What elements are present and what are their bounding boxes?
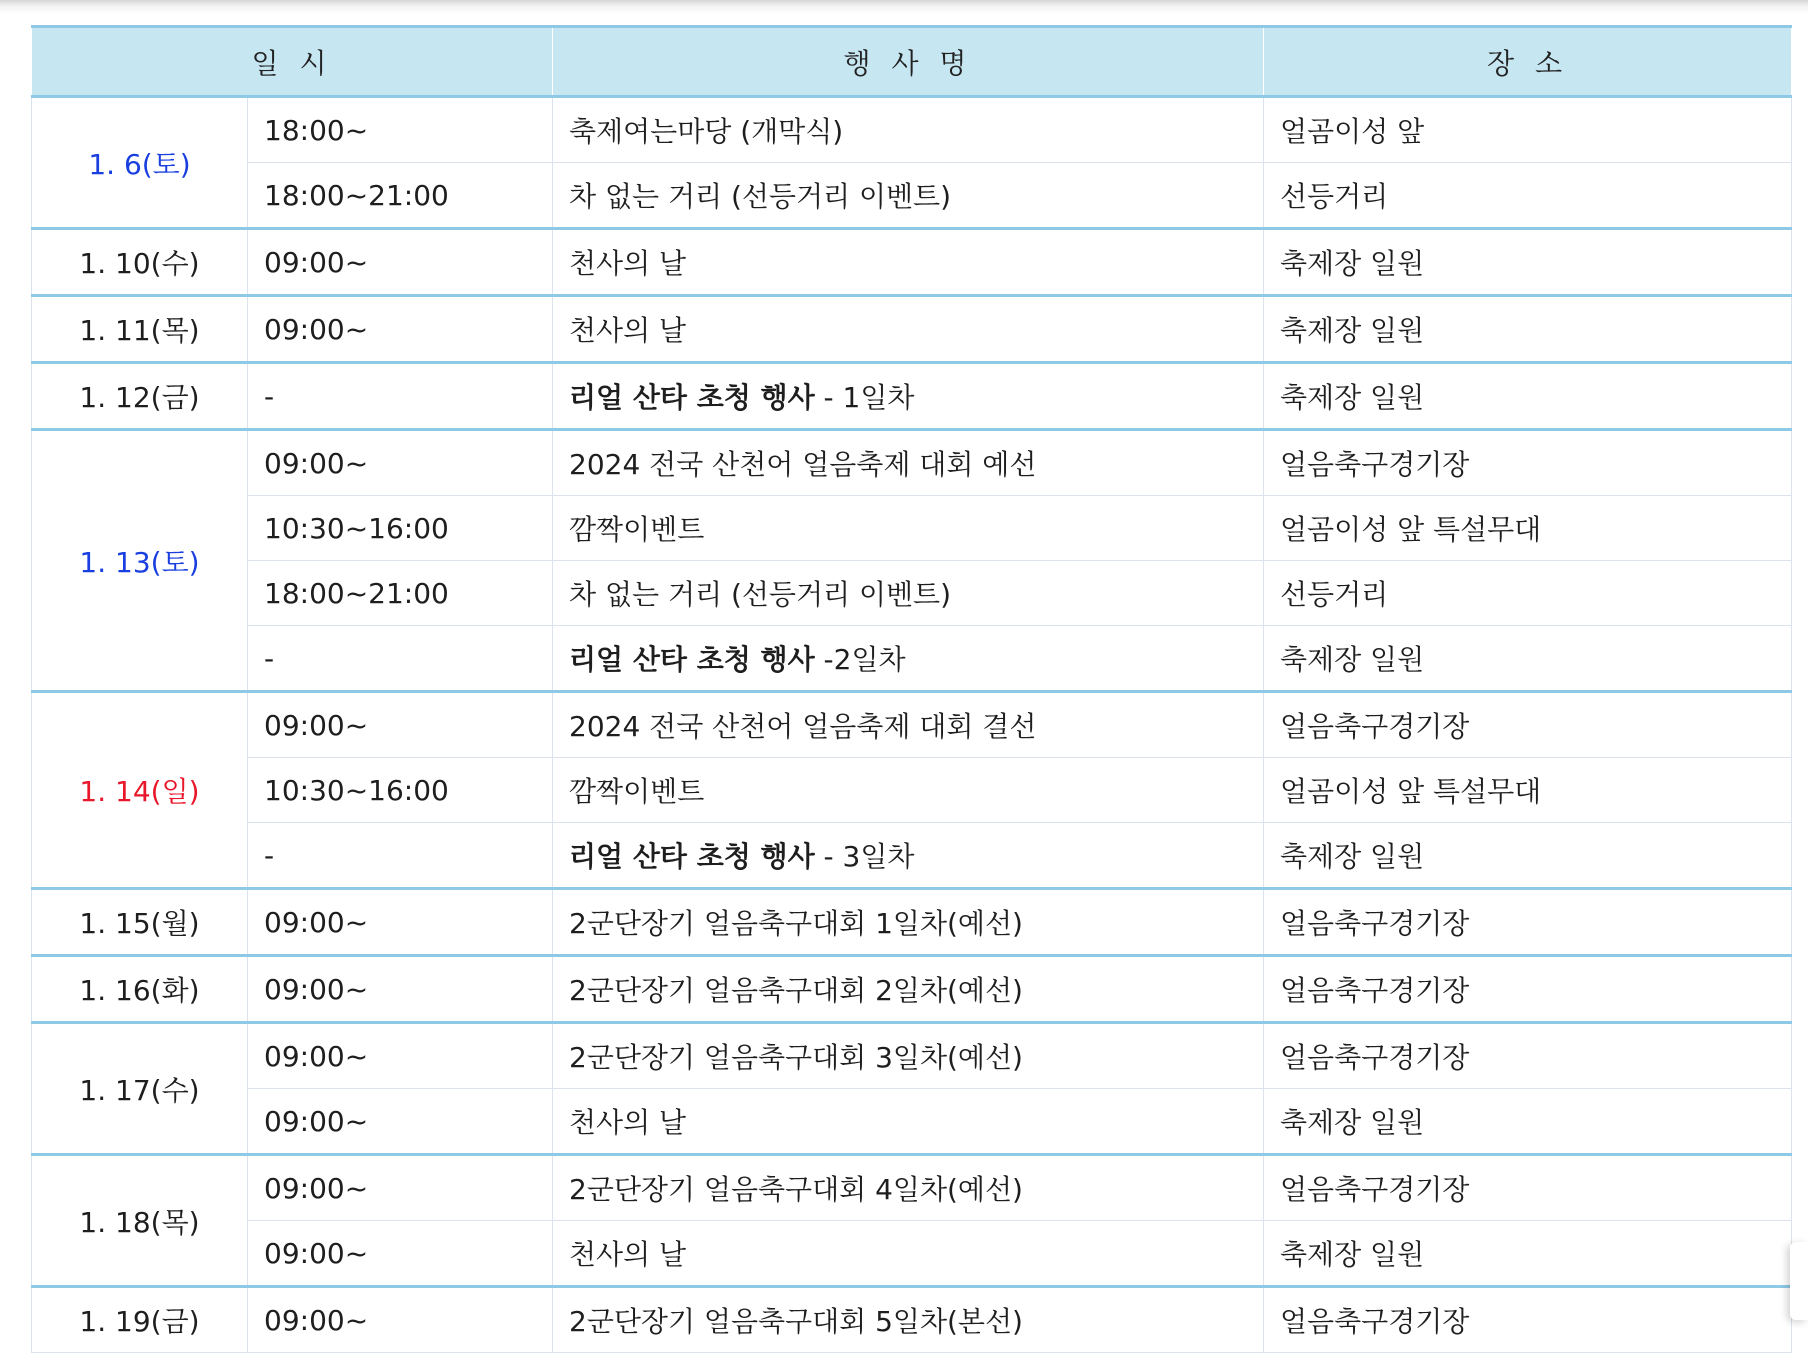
venue-cell: 얼음축구경기장	[1264, 430, 1792, 496]
date-cell: 1. 10(수)	[32, 229, 248, 296]
table-row	[32, 823, 1792, 889]
event-cell	[553, 692, 1264, 758]
table-row	[32, 889, 1792, 956]
date-cell: 1. 11(목)	[32, 296, 248, 363]
event-cell	[553, 1155, 1264, 1221]
venue-cell: 얼곰이성 앞 특설무대	[1264, 496, 1792, 561]
event-cell	[553, 296, 1264, 363]
time-cell: 09:00~	[248, 1023, 553, 1089]
event-text: 차 없는 거리 (선등거리 이벤트)	[569, 180, 952, 213]
event-text: 천사의 날	[569, 247, 687, 280]
time-cell: -	[248, 626, 553, 692]
venue-cell: 얼곰이성 앞	[1264, 97, 1792, 163]
event-cell	[553, 758, 1264, 823]
time-cell: -	[248, 823, 553, 889]
table-row	[32, 430, 1792, 496]
event-cell	[553, 889, 1264, 956]
event-cell	[553, 823, 1264, 889]
venue-cell: 선등거리	[1264, 561, 1792, 626]
event-cell	[553, 229, 1264, 296]
venue-cell: 축제장 일원	[1264, 823, 1792, 889]
event-text: 2군단장기 얼음축구대회 2일차(예선)	[569, 974, 1023, 1007]
table-body	[32, 97, 1792, 1353]
event-text: 2군단장기 얼음축구대회 1일차(예선)	[569, 907, 1023, 940]
table-row	[32, 1287, 1792, 1353]
event-cell	[553, 1023, 1264, 1089]
venue-cell: 축제장 일원	[1264, 1089, 1792, 1155]
header-venue: 장 소	[1264, 27, 1792, 97]
event-text: 천사의 날	[569, 1238, 687, 1271]
time-cell: 10:30~16:00	[248, 758, 553, 823]
date-cell: 1. 6(토)	[32, 97, 248, 229]
table-row	[32, 1155, 1792, 1221]
table-row	[32, 758, 1792, 823]
table-row	[32, 1221, 1792, 1287]
table-row	[32, 363, 1792, 430]
event-cell	[553, 1287, 1264, 1353]
header-date-time: 일 시	[32, 27, 553, 97]
venue-cell: 선등거리	[1264, 163, 1792, 229]
date-cell: 1. 13(토)	[32, 430, 248, 692]
top-shadow	[0, 0, 1808, 14]
event-cell	[553, 626, 1264, 692]
festival-schedule-table	[31, 25, 1792, 1353]
venue-cell: 얼음축구경기장	[1264, 889, 1792, 956]
time-cell: 09:00~	[248, 692, 553, 758]
date-cell: 1. 12(금)	[32, 363, 248, 430]
time-cell: 09:00~	[248, 430, 553, 496]
table-row	[32, 1023, 1792, 1089]
event-bold-text: 리얼 산타 초청 행사	[569, 840, 815, 873]
venue-cell: 축제장 일원	[1264, 296, 1792, 363]
event-text: 차 없는 거리 (선등거리 이벤트)	[569, 578, 952, 611]
date-cell: 1. 16(화)	[32, 956, 248, 1023]
event-text: 깜짝이벤트	[569, 775, 705, 808]
table-row	[32, 1089, 1792, 1155]
venue-cell: 얼곰이성 앞 특설무대	[1264, 758, 1792, 823]
time-cell: 18:00~	[248, 97, 553, 163]
event-text: 2024 전국 산천어 얼음축제 대회 예선	[569, 448, 1037, 481]
event-cell	[553, 1089, 1264, 1155]
venue-cell: 얼음축구경기장	[1264, 1155, 1792, 1221]
event-text: 2군단장기 얼음축구대회 3일차(예선)	[569, 1041, 1023, 1074]
table-row	[32, 692, 1792, 758]
table-row	[32, 956, 1792, 1023]
table-row	[32, 626, 1792, 692]
table-row	[32, 163, 1792, 229]
time-cell: 09:00~	[248, 1089, 553, 1155]
event-cell	[553, 1221, 1264, 1287]
venue-cell: 얼음축구경기장	[1264, 1023, 1792, 1089]
time-cell: 18:00~21:00	[248, 163, 553, 229]
date-cell: 1. 15(월)	[32, 889, 248, 956]
event-bold-text: 리얼 산타 초청 행사	[569, 381, 815, 414]
time-cell: 18:00~21:00	[248, 561, 553, 626]
venue-cell: 축제장 일원	[1264, 229, 1792, 296]
event-cell	[553, 363, 1264, 430]
venue-cell: 축제장 일원	[1264, 1221, 1792, 1287]
venue-cell: 얼음축구경기장	[1264, 1287, 1792, 1353]
time-cell: 09:00~	[248, 1155, 553, 1221]
date-cell: 1. 18(목)	[32, 1155, 248, 1287]
time-cell: -	[248, 363, 553, 430]
event-cell	[553, 496, 1264, 561]
event-text: 축제여는마당 (개막식)	[569, 115, 844, 148]
event-text: 천사의 날	[569, 1106, 687, 1139]
event-cell	[553, 561, 1264, 626]
date-cell: 1. 19(금)	[32, 1287, 248, 1353]
venue-cell: 얼음축구경기장	[1264, 956, 1792, 1023]
table-row	[32, 296, 1792, 363]
time-cell: 09:00~	[248, 1287, 553, 1353]
time-cell: 09:00~	[248, 889, 553, 956]
venue-cell: 축제장 일원	[1264, 363, 1792, 430]
floating-side-tab[interactable]	[1790, 1242, 1808, 1320]
date-cell: 1. 14(일)	[32, 692, 248, 889]
event-bold-text: 리얼 산타 초청 행사	[569, 643, 815, 676]
event-cell	[553, 956, 1264, 1023]
event-cell	[553, 430, 1264, 496]
event-text: 천사의 날	[569, 314, 687, 347]
event-text: 2군단장기 얼음축구대회 5일차(본선)	[569, 1305, 1023, 1338]
event-cell	[553, 163, 1264, 229]
venue-cell: 축제장 일원	[1264, 626, 1792, 692]
venue-cell: 얼음축구경기장	[1264, 692, 1792, 758]
event-text: 2024 전국 산천어 얼음축제 대회 결선	[569, 710, 1037, 743]
header-event-name: 행 사 명	[553, 27, 1264, 97]
date-cell: 1. 17(수)	[32, 1023, 248, 1155]
table-header	[32, 27, 1792, 97]
time-cell: 09:00~	[248, 229, 553, 296]
time-cell: 09:00~	[248, 296, 553, 363]
time-cell: 09:00~	[248, 956, 553, 1023]
event-text: - 1일차	[814, 381, 915, 414]
table-row	[32, 561, 1792, 626]
table-row	[32, 229, 1792, 296]
event-cell	[553, 97, 1264, 163]
time-cell: 09:00~	[248, 1221, 553, 1287]
event-text: 깜짝이벤트	[569, 513, 705, 546]
event-text: - 3일차	[814, 840, 915, 873]
table-row	[32, 97, 1792, 163]
time-cell: 10:30~16:00	[248, 496, 553, 561]
table-row	[32, 496, 1792, 561]
header-row	[32, 27, 1792, 97]
event-text: -2일차	[814, 643, 906, 676]
event-text: 2군단장기 얼음축구대회 4일차(예선)	[569, 1173, 1023, 1206]
